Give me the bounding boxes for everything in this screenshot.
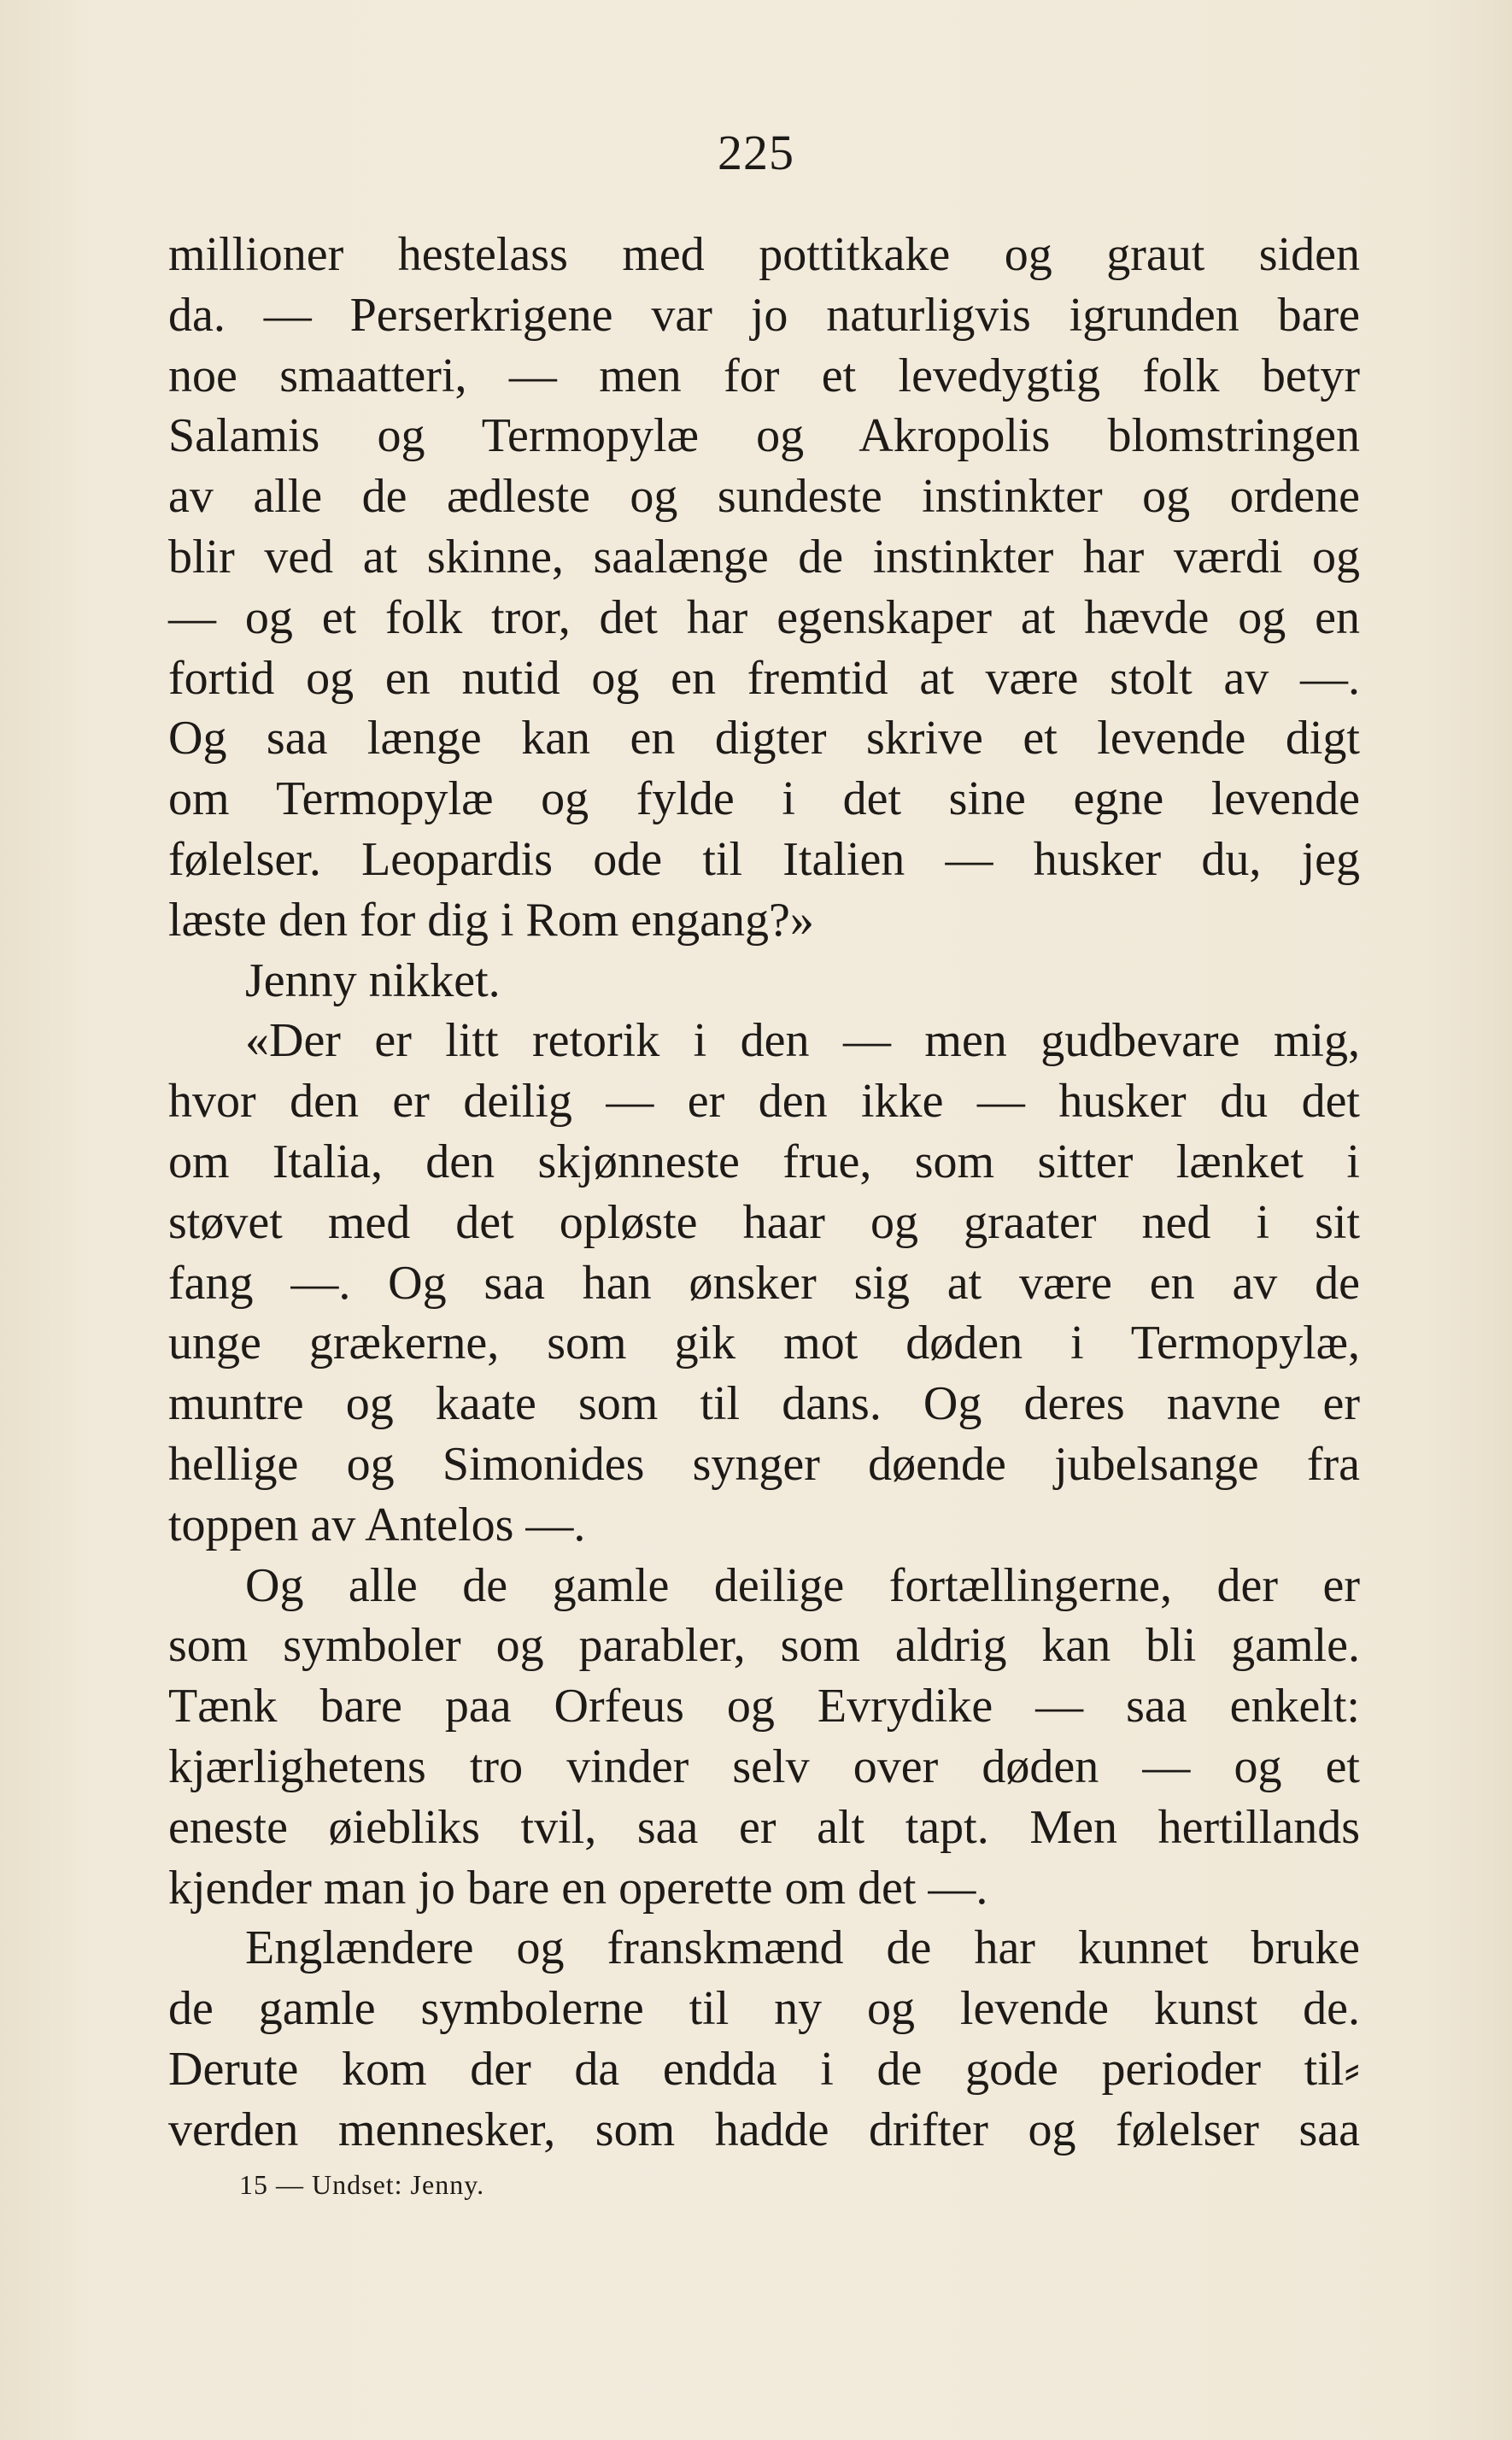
text-line: blir ved at skinne, saalænge de instinkter har værdi og (168, 530, 1360, 584)
text-line: kjender man jo bare en operette om det —. (168, 1861, 988, 1915)
text-line: millioner hestelass med pottitkake og graut siden (168, 228, 1360, 281)
text-line: de gamle symbolerne til ny og levende kunst de. (168, 1982, 1360, 2036)
text-line: av alle de ædleste og sundeste instinkter og ordene (168, 470, 1360, 524)
text-line: hellige og Simonides synger døende jubelsange fra (168, 1437, 1360, 1491)
text-line: — og et folk tror, det har egenskaper at hævde og en (168, 590, 1360, 644)
signature-footer: 15 — Undset: Jenny. (239, 2169, 485, 2200)
body-text (168, 225, 1360, 2161)
text-line: hvor den er deilig — er den ikke — husker du det (168, 1075, 1360, 1129)
text-line: toppen av Antelos —. (168, 1498, 586, 1551)
text-line: Og alle de gamle deilige fortællingerne, der er (245, 1558, 1360, 1612)
text-line: noe smaatteri, — men for et levedygtig folk betyr (168, 349, 1360, 402)
text-line: kjærlighetens tro vinder selv over døden — og et (168, 1739, 1360, 1793)
text-line: «Der er litt retorik i den — men gudbevare mig, (245, 1014, 1360, 1068)
text-line: læste den for dig i Rom engang?» (168, 893, 814, 947)
text-line: følelser. Leopardis ode til Italien — husker du, jeg (168, 832, 1360, 886)
text-line: verden mennesker, som hadde drifter og følelser saa (168, 2103, 1360, 2156)
text-line: Salamis og Termopylæ og Akropolis blomstringen (168, 409, 1360, 463)
text-line: Og saa længe kan en digter skrive et levende digt (168, 712, 1360, 765)
text-line: fortid og en nutid og en fremtid at være stolt av —. (168, 651, 1360, 705)
text-line: Jenny nikket. (245, 953, 501, 1007)
text-line: eneste øiebliks tvil, saa er alt tapt. Men hertillands (168, 1800, 1360, 1854)
text-line: muntre og kaate som til dans. Og deres navne er (168, 1377, 1360, 1431)
text-line: støvet med det opløste haar og graater ned i sit (168, 1195, 1360, 1249)
text-line: Derute kom der da endda i de gode perioder til⸗ (168, 2042, 1360, 2096)
page-number: 225 (718, 125, 794, 180)
text-line: om Termopylæ og fylde i det sine egne levende (168, 772, 1360, 826)
text-line: fang —. Og saa han ønsker sig at være en av de (168, 1256, 1360, 1310)
text-line: om Italia, den skjønneste frue, som sitter lænket i (168, 1135, 1360, 1188)
text-line: som symboler og parabler, som aldrig kan bli gamle. (168, 1619, 1360, 1673)
text-line: da. — Perserkrigene var jo naturligvis igrunden bare (168, 288, 1360, 342)
text-line: Englændere og franskmænd de har kunnet bruke (245, 1921, 1360, 1975)
text-line: Tænk bare paa Orfeus og Evrydike — saa enkelt: (168, 1680, 1360, 1733)
text-line: unge grækerne, som gik mot døden i Termopylæ, (168, 1317, 1360, 1370)
